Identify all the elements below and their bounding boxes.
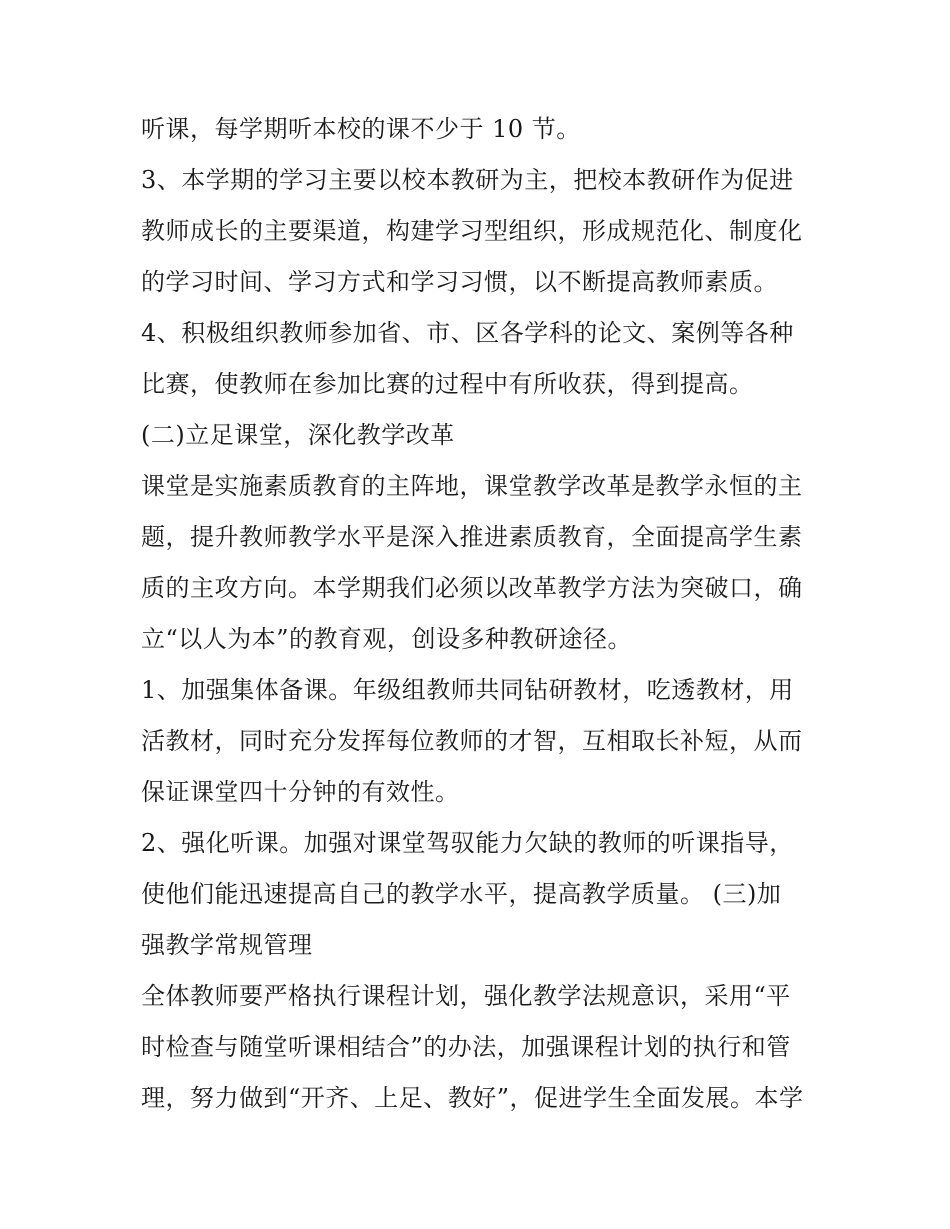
text-line: 的学习时间、学习方式和学习习惯，以不断提高教师素质。: [141, 268, 778, 296]
text-line: 题，提升教师教学水平是深入推进素质教育，全面提高学生素: [141, 523, 803, 551]
text-line: 3、本学期的学习主要以校本教研为主，把校本教研作为促进: [141, 166, 794, 194]
document-body: [141, 104, 821, 1124]
text-line: 课堂是实施素质教育的主阵地，课堂教学改革是教学永恒的主: [141, 472, 803, 500]
text-line: 使他们能迅速提高自己的教学水平，提高教学质量。 (三)加: [141, 880, 782, 908]
section-heading: (二)立足课堂，深化教学改革: [141, 421, 455, 449]
text-line: 1、加强集体备课。年级组教师共同钻研教材，吃透教材，用: [141, 676, 794, 704]
text-line: 质的主攻方向。本学期我们必须以改革教学方法为突破口，确: [141, 574, 803, 602]
text-line: 全体教师要严格执行课程计划，强化教学法规意识，采用“平: [141, 982, 791, 1010]
text-line: 理，努力做到“开齐、上足、教好”，促进学生全面发展。本学: [141, 1084, 804, 1112]
section-heading: 强教学常规管理: [141, 931, 313, 959]
text-line: 时检查与随堂听课相结合”的办法，加强课程计划的执行和管: [141, 1033, 791, 1061]
text-line: 听课，每学期听本校的课不少于 10 节。: [141, 115, 581, 143]
text-line: 活教材，同时充分发挥每位教师的才智，互相取长补短，从而: [141, 727, 803, 755]
text-line: 4、积极组织教师参加省、市、区各学科的论文、案例等各种: [141, 319, 794, 347]
text-line: 比赛，使教师在参加比赛的过程中有所收获，得到提高。: [141, 370, 754, 398]
text-line: 2、强化听课。加强对课堂驾驭能力欠缺的教师的听课指导，: [141, 829, 794, 857]
text-line: 立“以人为本”的教育观，创设多种教研途径。: [141, 625, 633, 653]
text-line: 教师成长的主要渠道，构建学习型组织，形成规范化、制度化: [141, 217, 803, 245]
text-line: 保证课堂四十分钟的有效性。: [141, 778, 460, 806]
